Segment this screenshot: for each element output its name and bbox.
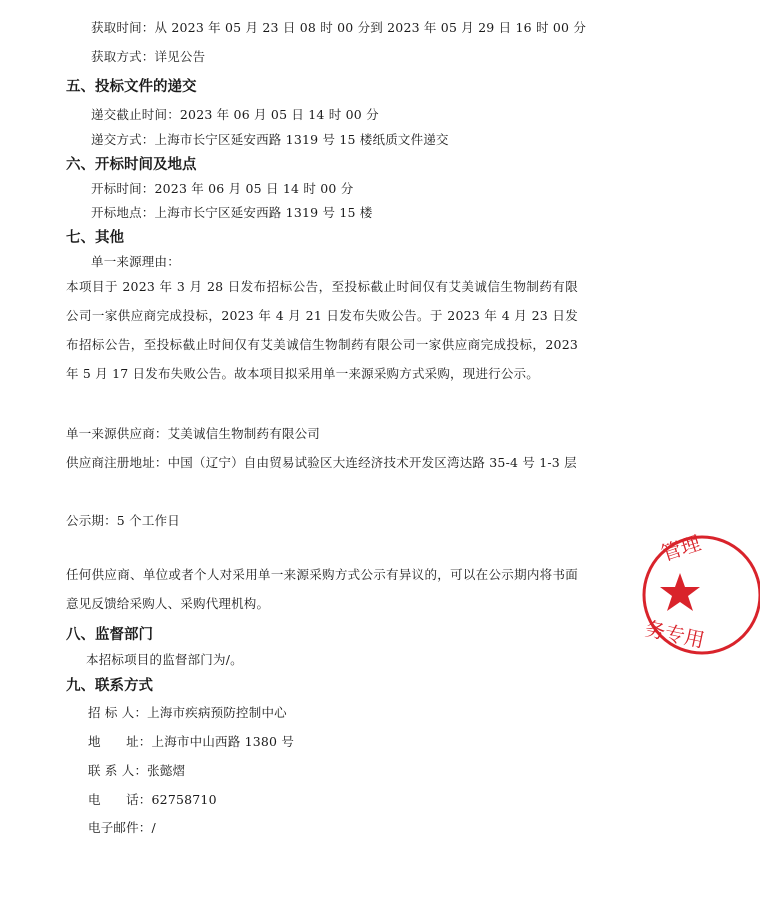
submission-method-line: 递交方式：上海市长宁区延安西路 1319 号 15 楼纸质文件递交	[91, 132, 449, 147]
contact-label: 招 标 人：	[88, 705, 148, 720]
contact-value: 上海市疾病预防控制中心	[147, 705, 287, 720]
single-source-supplier-line: 单一来源供应商：艾美诚信生物制药有限公司	[66, 426, 321, 441]
contact-value: 上海市中山西路 1380 号	[151, 734, 295, 749]
svg-text:务专用: 务专用	[642, 616, 707, 653]
section-8-heading: 八、监督部门	[66, 627, 153, 643]
contact-label: 电子邮件：	[88, 820, 152, 835]
opening-time-line: 开标时间：2023 年 06 月 05 日 14 时 00 分	[91, 181, 354, 196]
supplier-address-line: 供应商注册地址：中国（辽宁）自由贸易试验区大连经济技术开发区湾达路 35-4 号 1-3 层	[66, 455, 577, 470]
contact-row	[88, 790, 217, 808]
contact-value: 62758710	[151, 792, 217, 807]
opening-place-line: 开标地点：上海市长宁区延安西路 1319 号 15 楼	[91, 205, 373, 220]
section-5-heading: 五、投标文件的递交	[66, 79, 197, 95]
contact-label: 电 话：	[88, 792, 152, 807]
single-source-reason-text: 本项目于 2023 年 3 月 28 日发布招标公告，至投标截止时间仅有艾美诚信生物制药有限公司一家供应商完成投标，2023 年 4 月 21 日发布失败公告。于 2023 年 4 月 23 日发布招标公告，至投标截止时间仅有艾美诚信生物制药有限公司一家供应商完成投标，2023 年 5 月 17 日发布失败公告。故本项目拟采用单一来源采购方式采购，现进行公示。	[66, 279, 578, 381]
get-method-line: 获取方式：详见公告	[91, 49, 206, 64]
contact-value: 张懿熠	[147, 763, 186, 778]
section-7-heading: 七、其他	[66, 230, 124, 246]
contact-label: 联 系 人：	[88, 763, 148, 778]
section-6-heading: 六、开标时间及地点	[66, 157, 197, 173]
submission-deadline-line: 递交截止时间：2023 年 06 月 05 日 14 时 00 分	[91, 107, 379, 122]
section-9-heading: 九、联系方式	[66, 678, 153, 694]
publicity-period-line: 公示期：5 个工作日	[66, 513, 180, 528]
contact-row	[88, 761, 185, 779]
get-time-line: 获取时间：从 2023 年 05 月 23 日 08 时 00 分到 2023 年 05 月 29 日 16 时 00 分	[91, 20, 587, 35]
contact-row	[88, 703, 287, 721]
contact-label: 地 址：	[88, 734, 152, 749]
contact-row	[88, 818, 156, 836]
single-source-reason-label: 单一来源理由：	[91, 254, 180, 269]
contact-value: /	[151, 820, 156, 835]
contact-row	[88, 732, 294, 750]
official-seal-icon	[640, 527, 760, 662]
supervision-text: 本招标项目的监督部门为/。	[86, 652, 243, 667]
svg-text:管理: 管理	[658, 530, 704, 566]
objection-text: 任何供应商、单位或者个人对采用单一来源采购方式公示有异议的，可以在公示期内将书面意见反馈给采购人、采购代理机构。	[66, 567, 578, 611]
